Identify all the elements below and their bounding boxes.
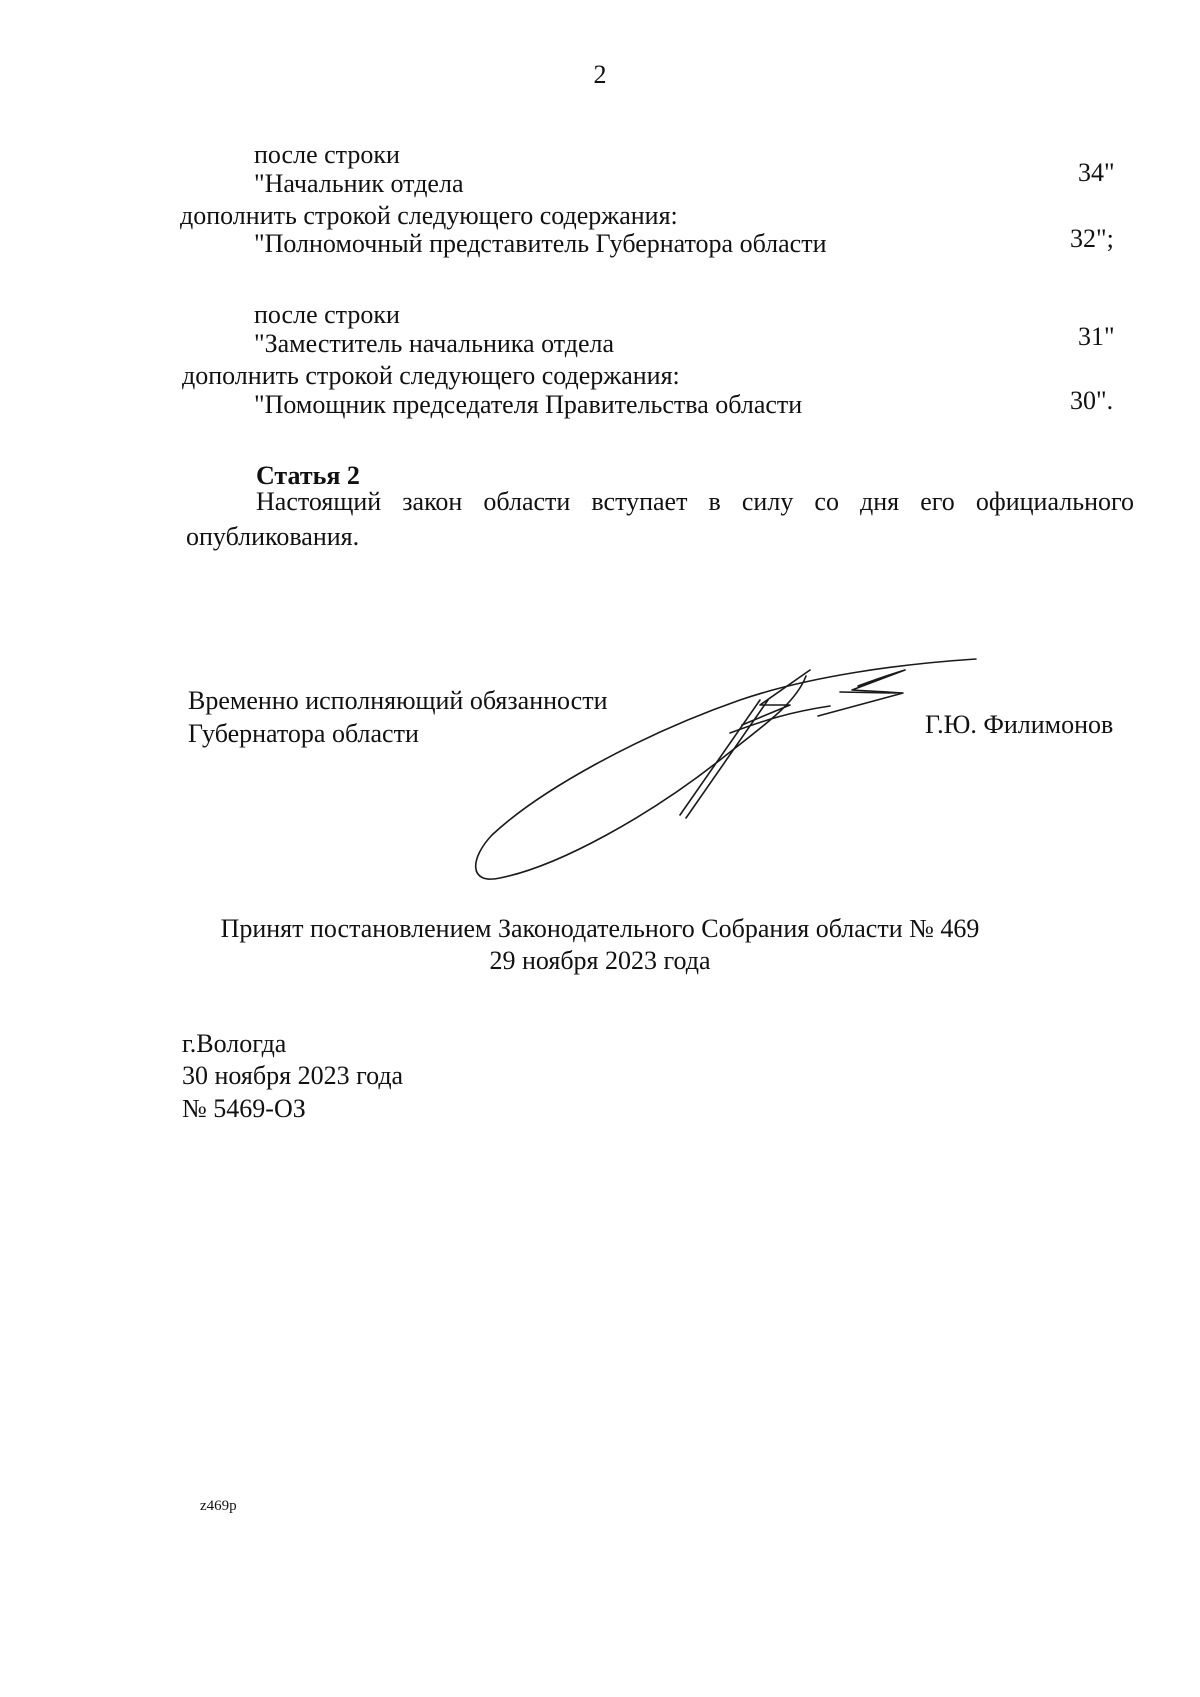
signing-date: 30 ноября 2023 года <box>182 1061 404 1090</box>
signatory-position-line2: Губернатора области <box>188 719 419 748</box>
city: г.Вологда <box>182 1029 287 1058</box>
after-line-text: "Начальник отдела <box>254 169 464 198</box>
add-line-label: дополнить строкой следующего содержания: <box>180 201 678 230</box>
law-number: № 5469-ОЗ <box>182 1094 306 1123</box>
signatory-name: Г.Ю. Филимонов <box>925 710 1114 739</box>
article-text: Настоящий закон области вступает в силу со дня его официального опубликования. <box>186 487 1134 551</box>
after-line-text: "Заместитель начальника отдела <box>254 329 615 358</box>
add-line-text: "Помощник председателя Правительства области <box>254 390 803 419</box>
article-heading: Статья 2 <box>256 461 360 490</box>
after-line-label: после строки <box>254 300 400 329</box>
add-line-value: 30". <box>1070 386 1114 415</box>
add-line-label: дополнить строкой следующего содержания: <box>182 361 680 390</box>
signatory-position-line1: Временно исполняющий обязанности <box>188 686 608 715</box>
adoption-line1: Принят постановлением Законодательного Собрания области № 469 <box>220 914 980 943</box>
after-line-value: 34" <box>1078 158 1115 187</box>
adoption-date: 29 ноября 2023 года <box>489 946 711 975</box>
document-code: z469p <box>200 1498 237 1514</box>
add-line-value: 32"; <box>1070 224 1114 253</box>
after-line-label: после строки <box>254 140 400 169</box>
page-number: 2 <box>593 60 607 89</box>
add-line-text: "Полномочный представитель Губернатора области <box>254 229 827 258</box>
after-line-value: 31" <box>1078 322 1115 351</box>
